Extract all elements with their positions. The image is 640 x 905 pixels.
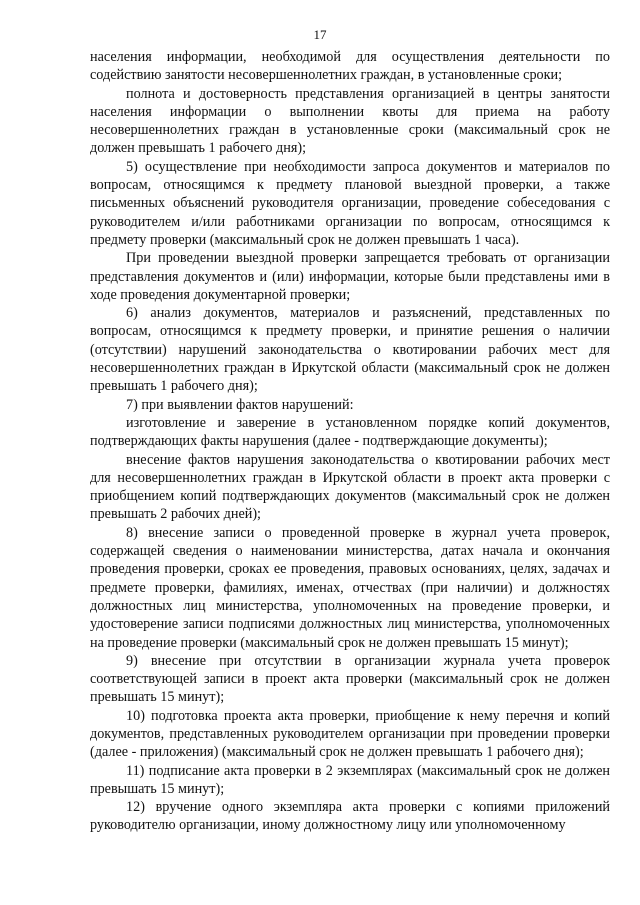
paragraph: изготовление и заверение в установленном порядке копий документов, подтверждающих факты нарушения (далее - подтверждающие документы);	[90, 414, 610, 450]
document-body	[90, 48, 610, 835]
paragraph-item-7: 7) при выявлении фактов нарушений:	[126, 396, 354, 413]
paragraph-item-11: 11) подписание акта проверки в 2 экземплярах (максимальный срок не должен превышать 15 минут);	[90, 762, 610, 797]
paragraph-continuation: населения информации, необходимой для осуществления деятельности по содействию занятости несовершеннолетних граждан, в установленные сроки;	[90, 49, 610, 84]
paragraph-item-8: 8) внесение записи о проведенной проверке в журнал учета проверок, содержащей сведения о наименовании министерства, датах начала и окончания проведения проверки, сроках ее проведения, правовых основаниях, целях, задачах и предмете проверки, фамилиях, именах, отчествах (при наличии) и должностях должностных лиц министерства, уполномоченных на проведение проверки, и удостоверение записи подписями должностных лиц министерства, уполномоченных на проведение проверки (максимальный срок не должен превышать 15 минут);	[90, 524, 610, 651]
paragraph-item-10: 10) подготовка проекта акта проверки, приобщение к нему перечня и копий документов, представленных руководителем организации при проведении проверки (далее - приложения) (максимальный срок не должен превышать 1 рабочего дня);	[90, 707, 610, 761]
paragraph: внесение фактов нарушения законодательства о квотировании рабочих мест для несовершеннолетних граждан в Иркутской области в проект акта проверки с приобщением копий подтверждающих документов (максимальный срок не должен превышать 2 рабочих дней);	[90, 451, 610, 523]
page-number: 17	[313, 27, 327, 42]
paragraph: полнота и достоверность представления организацией в центры занятости населения информации о выполнении квоты для приема на работу несовершеннолетних граждан в установленные сроки (максимальный срок не должен превышать 1 рабочего дня);	[90, 85, 610, 157]
paragraph-item-6: 6) анализ документов, материалов и разъяснений, представленных по вопросам, относящимся к предмету проверки, и принятие решения о наличии (отсутствии) нарушений законодательства о квотировании рабочих мест для несовершеннолетних граждан в Иркутской области (максимальный срок не должен превышать 1 рабочего дня);	[90, 305, 610, 395]
paragraph-item-12: 12) вручение одного экземпляра акта проверки с копиями приложений руководителю организации, иному должностному лицу или уполномоченному	[90, 799, 610, 834]
paragraph-item-9: 9) внесение при отсутствии в организации журнала учета проверок соответствующей записи в проект акта проверки (максимальный срок не должен превышать 15 минут);	[90, 652, 610, 706]
paragraph-item-5: 5) осуществление при необходимости запроса документов и материалов по вопросам, относящимся к предмету плановой выездной проверки, а также письменных объяснений руководителя организации, проведение собеседования с руководителем и/или работниками организации по вопросам, относящимся к предмету проверки (максимальный срок не должен превышать 1 часа).	[90, 158, 610, 248]
paragraph: При проведении выездной проверки запрещается требовать от организации представления документов и (или) информации, которые были представлены ими в ходе проведения документарной проверки;	[90, 250, 610, 303]
